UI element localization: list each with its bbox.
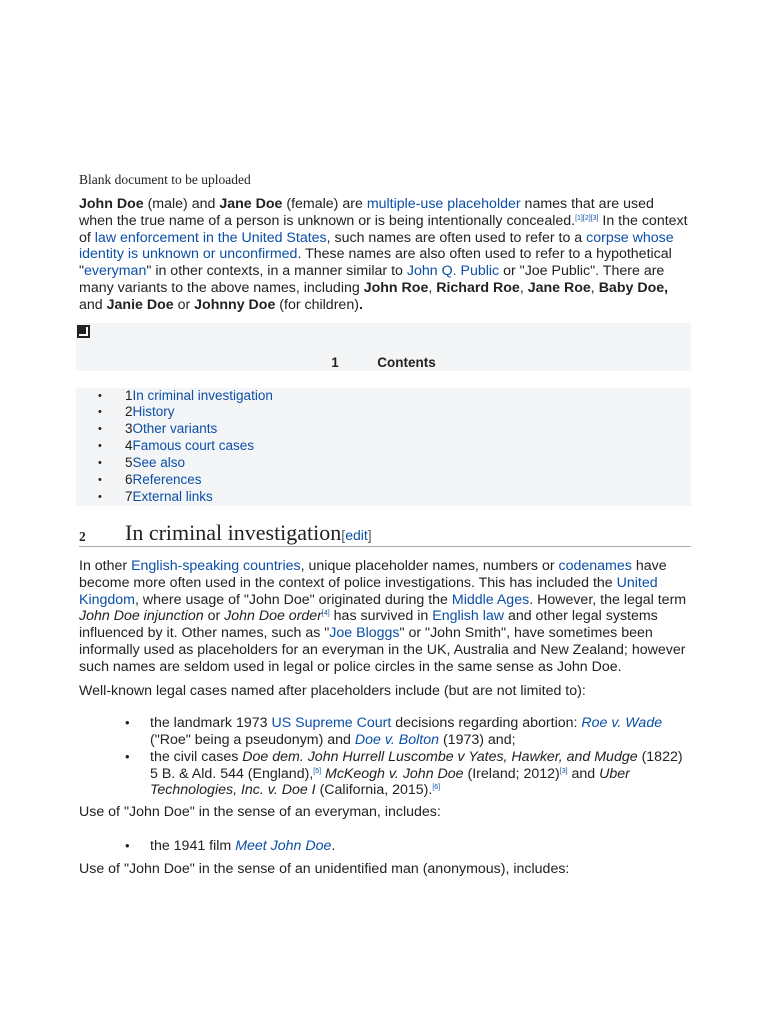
text-run: (California, 2015).	[315, 782, 433, 799]
inline-link[interactable]: United Kingdom	[79, 574, 658, 608]
citation-link[interactable]: [6]	[432, 784, 441, 792]
inline-link[interactable]: Meet John Doe	[235, 838, 332, 855]
text-run: " in other contexts, in a manner similar to	[146, 263, 407, 280]
bold-text: Johnny Doe	[194, 296, 276, 313]
bold-text: .	[358, 296, 363, 313]
toc-item-number: 5	[125, 455, 133, 471]
toc-header	[76, 323, 691, 371]
toc-item	[76, 489, 691, 506]
text-run: (female) are	[282, 196, 367, 212]
text-run: (male) and	[143, 196, 220, 212]
intro-paragraph	[79, 196, 691, 314]
text-run: In the context of	[79, 212, 688, 246]
section-heading	[79, 520, 691, 547]
citation	[313, 768, 321, 775]
text-run: ("Roe" being a pseudonym) and	[150, 732, 355, 749]
citation-link[interactable]: [3]	[559, 767, 568, 775]
toc-item-link[interactable]: Other variants	[132, 421, 218, 437]
toc-item	[76, 421, 691, 438]
list-item	[79, 749, 691, 799]
bold-text: Richard Roe	[436, 279, 520, 296]
text-run: . These names are also often used to refer to a hypothetical "	[79, 246, 672, 280]
edit-bracket-close: ]	[367, 526, 372, 543]
text-run: In other	[79, 557, 132, 574]
italic-text: John Doe order	[224, 608, 322, 625]
inline-link[interactable]: US Supreme Court	[271, 715, 392, 732]
text-run: ,	[590, 279, 599, 296]
text-run: .	[331, 838, 336, 855]
bold-text: Baby Doe,	[598, 279, 669, 296]
section-edit-link-wrap	[341, 527, 371, 543]
section-paragraph-3	[79, 804, 691, 821]
toc-item	[76, 472, 691, 489]
text-run: the landmark 1973	[150, 715, 272, 732]
toc-item-number: 4	[125, 438, 133, 454]
section-paragraph-4	[79, 861, 691, 878]
inline-link[interactable]: English law	[432, 608, 504, 625]
document-page	[79, 170, 691, 878]
italic-text: Uber Technologies, Inc. v. Doe I	[150, 765, 630, 799]
toc-item-link[interactable]: External links	[132, 489, 213, 505]
legal-cases-list	[79, 715, 691, 799]
toc-item-link[interactable]: See also	[132, 455, 186, 471]
bold-text: Jane Doe	[219, 196, 283, 212]
bold-text: John Doe	[79, 196, 144, 212]
bold-text: Jane Roe	[527, 279, 591, 296]
text-run: Use of "John Doe" in the sense of an everyman, includes:	[79, 804, 441, 821]
toc-item	[76, 455, 691, 472]
section-paragraph-2	[79, 683, 691, 700]
text-run: . However, the legal term	[529, 591, 687, 608]
text-run: (1973) and;	[439, 732, 516, 749]
document-title: Blank document to be uploaded	[79, 172, 251, 187]
section-edit-link[interactable]: edit	[345, 526, 368, 543]
text-run: and	[567, 765, 600, 782]
text-run: Well-known legal cases named after placeholders include (but are not limited to):	[79, 682, 586, 699]
citation	[575, 215, 598, 222]
text-run: (Ireland; 2012)	[463, 765, 560, 782]
text-run: ,	[428, 279, 437, 296]
citation-link[interactable]: [4]	[321, 610, 330, 618]
toc-item-link[interactable]: In criminal investigation	[132, 387, 273, 403]
list-item	[79, 715, 691, 749]
text-run: or "Joe Public". There are many variants to the above names, including	[79, 263, 665, 296]
toc-item-link[interactable]: References	[132, 472, 202, 488]
inline-link[interactable]: codenames	[558, 557, 632, 574]
text-run: have become more often used in the context of police investigations. This has included the	[79, 557, 667, 591]
inline-link[interactable]: everyman	[84, 263, 147, 280]
text-run: the civil cases	[150, 748, 243, 765]
text-run: , unique placeholder names, numbers or	[300, 557, 559, 574]
section-title	[125, 520, 372, 546]
inline-link[interactable]: corpse whose identity is unknown or unconfirmed	[79, 229, 674, 263]
everyman-list	[79, 838, 691, 855]
toc-item-link[interactable]: Famous court cases	[132, 438, 255, 454]
section-title-text: In criminal investigation	[125, 519, 342, 545]
italic-text: McKeogh v. John Doe	[325, 765, 464, 782]
italic-text: John Doe injunction	[79, 608, 204, 625]
text-run: , such names are often used to refer to a	[326, 229, 587, 246]
toc-toggle-checkbox[interactable]	[77, 325, 90, 338]
toc-item-number: 7	[125, 489, 133, 505]
citation	[432, 784, 440, 791]
bold-text: Janie Doe	[106, 296, 174, 313]
list-item	[79, 838, 691, 855]
toc-item	[76, 404, 691, 421]
citation-link[interactable]: [1][2][3]	[575, 214, 599, 222]
citation	[322, 610, 330, 617]
inline-link[interactable]: English-speaking countries	[131, 557, 301, 574]
text-run: decisions regarding abortion:	[391, 715, 582, 732]
text-run: and other legal systems influenced by it. Other names, such as "	[79, 608, 658, 642]
text-run: or	[173, 296, 195, 313]
text-run: " or "John Smith", have sometimes been informally used as placeholders for an everyman in the UK, Australia and New Zealand; however such names are seldom used in legal or police circles in the same sense as John Doe.	[79, 625, 686, 675]
citation-link[interactable]: [5]	[313, 767, 322, 775]
toc-item-number: 3	[125, 421, 133, 437]
text-run: and	[79, 296, 107, 313]
edit-bracket-open: [	[341, 526, 346, 543]
toc-heading	[76, 355, 691, 370]
toc-title: Contents	[377, 354, 436, 370]
toc-item-number: 2	[125, 404, 133, 420]
inline-link[interactable]: Joe Bloggs	[329, 625, 400, 642]
bold-text: John Roe	[363, 279, 429, 296]
inline-link[interactable]: law enforcement in the United States	[94, 229, 327, 246]
section-paragraph-1	[79, 558, 691, 676]
text-run: , where usage of "John Doe" originated during the	[135, 591, 452, 608]
inline-link[interactable]: John Q. Public	[406, 263, 500, 280]
text-run: (1822) 5 B. & Ald. 544 (England),	[150, 748, 683, 782]
text-run: the 1941 film	[150, 838, 236, 855]
toc-number: 1	[331, 354, 339, 370]
inline-link[interactable]: Middle Ages	[451, 591, 530, 608]
inline-link[interactable]: multiple-use placeholder	[366, 196, 521, 212]
text-run: (for children)	[275, 296, 359, 313]
text-run: or	[203, 608, 225, 625]
text-run: names that are used when the true name of a person is unknown or is being intentionally concealed.	[79, 196, 654, 229]
text-run: ,	[519, 279, 528, 296]
section-number: 2	[79, 528, 86, 544]
toc-list	[76, 388, 691, 506]
inline-link[interactable]: Doe v. Bolton	[354, 732, 440, 749]
text-run: Use of "John Doe" in the sense of an unidentified man (anonymous), includes:	[79, 860, 570, 877]
toc-item	[76, 388, 691, 405]
text-run: has survived in	[329, 608, 433, 625]
citation	[560, 768, 568, 775]
toc-item-link[interactable]: History	[132, 404, 175, 420]
toc-item	[76, 438, 691, 455]
toc-item-number: 1	[125, 387, 133, 403]
italic-text: Doe dem. John Hurrell Luscombe v Yates, Hawker, and Mudge	[242, 748, 638, 765]
inline-link[interactable]: Roe v. Wade	[581, 715, 663, 732]
toc-item-number: 6	[125, 472, 133, 488]
